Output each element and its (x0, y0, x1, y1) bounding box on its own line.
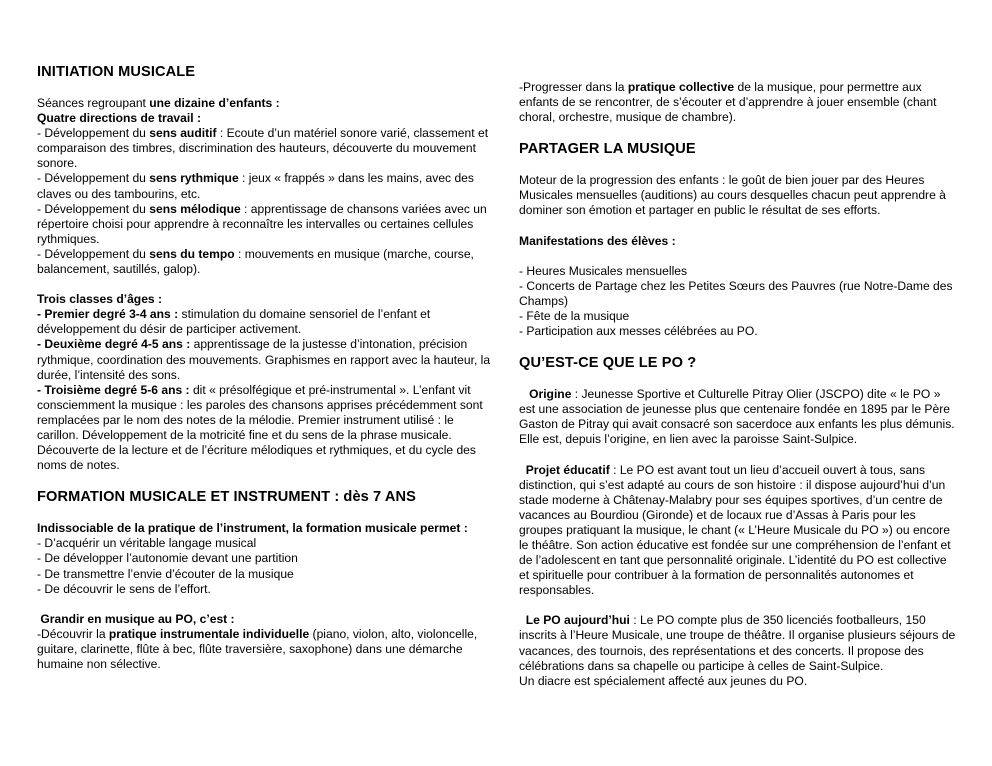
moteur-paragraph: Moteur de la progression des enfants : le goût de bien jouer par des Heures Musicales mensuelles (auditions) au cours desquelles chacun peut apprendre à dominer son émotion et partager en public le résultat de ses efforts. (519, 173, 946, 218)
origine-paragraph: Origine : Jeunesse Sportive et Culturelle Pitray Olier (JSCPO) dite « le PO » est une association de jeunesse plus que centenaire fondée en 1895 par le Père Gaston de Pitray qui avait consacré son sacerdoce aux enfants les plus démunis. Elle est, depuis l’origine, en lien avec la paroisse Saint-Sulpice. (519, 387, 955, 447)
direction-sens-auditif: - Développement du sens auditif : Ecoute d’un matériel sonore varié, classement et comparaison des timbres, discrimination des hauteurs, découverte du mouvement sonore. (37, 126, 489, 171)
direction-sens-rythmique: - Développement du sens rythmique : jeux « frappés » dans les mains, avec des claves ou des tambourins, etc. (37, 171, 474, 201)
direction-sens-tempo: - Développement du sens du tempo : mouvements en musique (marche, course, balancement, sautillés, galop). (37, 246, 474, 277)
trois-classes-heading: Trois classes d’âges : (37, 292, 163, 307)
formation-item: - De transmettre l’envie d’écouter de la musique (37, 566, 294, 581)
heading-initiation-musicale: INITIATION MUSICALE (37, 64, 196, 80)
indissociable-heading: Indissociable de la pratique de l’instrument, la formation musicale permet : (37, 521, 468, 536)
pratique-collective: -Progresser dans la pratique collective de la musique, pour permettre aux enfants de se rencontrer, de s’écouter et d’apprendre à jouer ensemble (chant choral, orchestre, musique de chambre). (519, 80, 937, 125)
grandir-heading: Grandir en musique au PO, c’est : (37, 611, 235, 626)
heading-formation-musicale: FORMATION MUSICALE ET INSTRUMENT : dès 7 ANS (37, 489, 416, 506)
projet-educatif-paragraph: Projet éducatif : Le PO est avant tout un lieu d’accueil ouvert à tous, sans distinction, qui s’est adapté au cours de son histoire : il dispose aujourd’hui d’un stade moderne à Châtenay-Malabry pour ses équipes sportives, d’un centre de vacances au Bourdiou (Gironde) et de locaux rue d’Assas à Paris pour les groupes pratiquant la musique, le chant (« L’Heure Musicale du PO ») ou encore le théâtre. Son action éducative est fondée sur une compréhension de l’enfant et de l’adolescent en tant que personnalité originale. L’identité du PO est collective et spirituelle pour contribuer à la formation de personnalités autonomes et responsables. (519, 462, 951, 598)
quatre-directions-heading: Quatre directions de travail : (37, 111, 201, 126)
direction-sens-melodique: - Développement du sens mélodique : apprentissage de chansons variées avec un répertoire choisi pour apprendre à reconnaître les intervalles ou certaines cellules rythmiques. (37, 201, 487, 246)
right-column (519, 0, 959, 689)
classe-deuxieme-degre: - Deuxième degré 4-5 ans : apprentissage de la justesse d’intonation, précision rythmique, coordination des mouvements. Graphismes en rapport avec la hauteur, la durée, l’intensité des sons. (37, 337, 491, 382)
manifestation-item: - Fête de la musique (519, 308, 630, 323)
diacre-line: Un diacre est spécialement affecté aux jeunes du PO. (519, 673, 808, 688)
formation-item: - De développer l’autonomie devant une partition (37, 551, 298, 566)
pratique-individuelle: -Découvrir la pratique instrumentale individuelle (piano, violon, alto, violoncelle, guitare, clarinette, flûte à bec, flûte traversière, saxophone) dans une démarche humaine non sélective. (37, 626, 478, 671)
manifestation-item: - Concerts de Partage chez les Petites Sœurs des Pauvres (rue Notre-Dame des Champs) (519, 278, 953, 308)
formation-item: - D’acquérir un véritable langage musical (37, 536, 257, 551)
manifestation-item: - Heures Musicales mensuelles (519, 263, 688, 278)
heading-partager-la-musique: PARTAGER LA MUSIQUE (519, 141, 696, 158)
classe-troisieme-degre: - Troisième degré 5-6 ans : dit « présolfégique et pré-instrumental ». L’enfant vit consciemment la musique : les paroles des chansons apprises précédemment sont remplacées par le nom des notes de la mélodie. Premier instrument utilisé : le carillon. Développement de la motricité fine et du sens de la phrase musicale. Découverte de la lecture et de l’écriture mélodiques et rythmiques, et du cycle des noms de notes. (37, 382, 483, 473)
heading-quest-ce-que-le-po: QU’EST-CE QUE LE PO ? (519, 355, 697, 372)
manifestations-heading: Manifestations des élèves : (519, 233, 676, 248)
intro-paragraph: Séances regroupant une dizaine d’enfants : (37, 96, 280, 110)
classe-premier-degre: - Premier degré 3-4 ans : stimulation du domaine sensoriel de l’enfant et développement du désir de participer activement. (37, 307, 431, 337)
manifestation-item: - Participation aux messes célébrées au PO. (519, 324, 758, 339)
po-aujourdhui-paragraph: Le PO aujourd’hui : Le PO compte plus de 350 licenciés footballeurs, 150 inscrits à l’Heure Musicale, une troupe de théâtre. Il organise plusieurs séjours de vacances, des tournois, des représentations et des concerts. Il propose des célébrations dans sa chapelle ou participe à celles de Saint-Sulpice. (519, 613, 956, 673)
formation-item: - De découvrir le sens de l’effort. (37, 581, 211, 596)
left-column (37, 0, 493, 672)
